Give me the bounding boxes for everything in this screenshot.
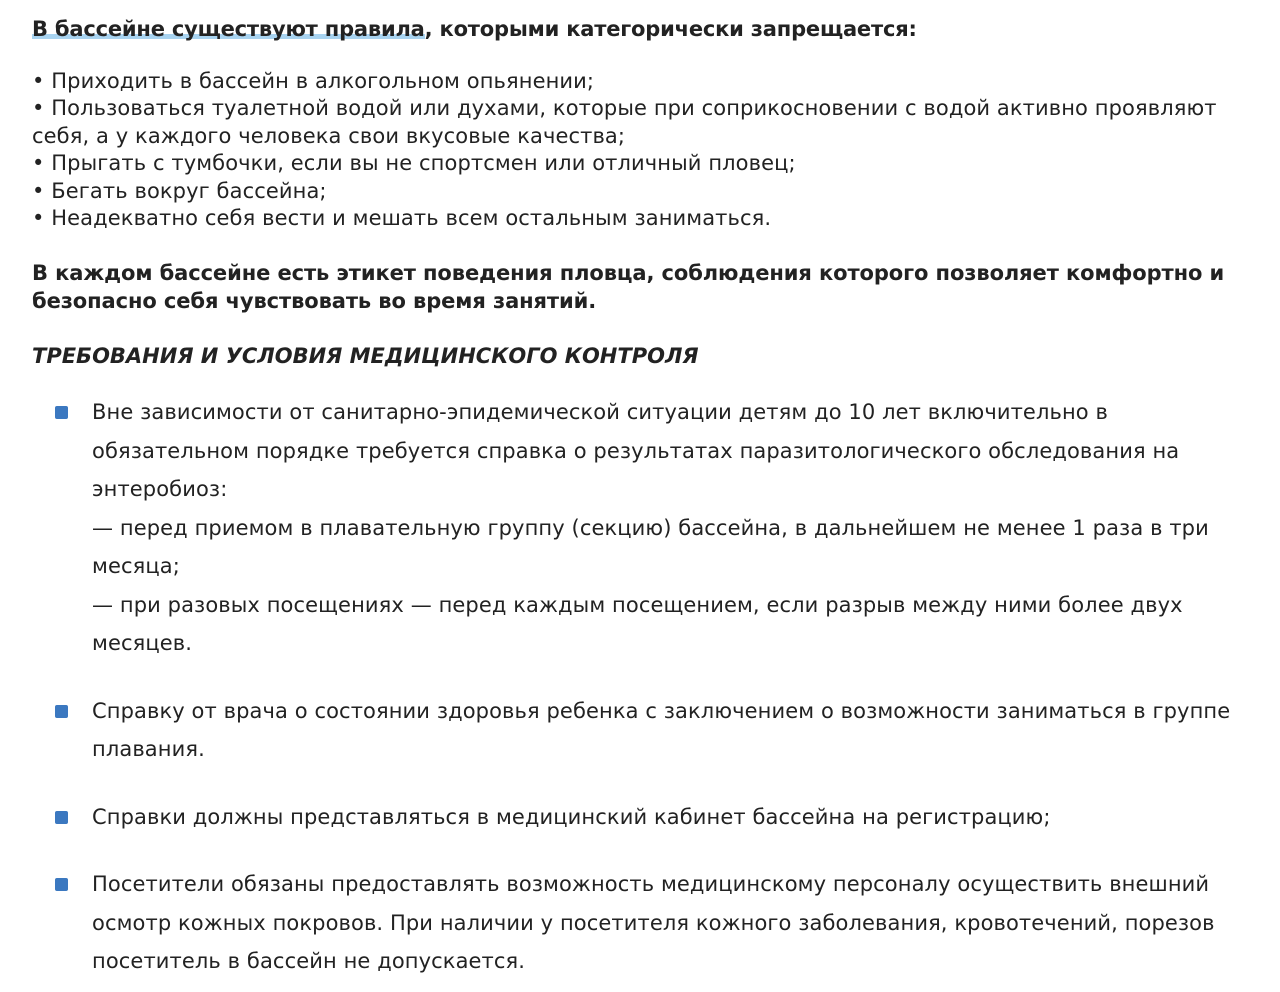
requirement-text: Справки должны представляться в медицинский кабинет бассейна на регистрацию; bbox=[92, 804, 1051, 829]
rule-item: • Приходить в бассейн в алкогольном опьянении; bbox=[32, 69, 595, 93]
square-bullet-icon bbox=[55, 406, 68, 419]
requirement-text: — при разовых посещениях — перед каждым посещением, если разрыв между ними более двух месяцев. bbox=[92, 592, 1183, 656]
article bbox=[32, 14, 1268, 981]
medical-requirement-item bbox=[32, 865, 1268, 981]
square-bullet-icon bbox=[55, 811, 68, 824]
rule-item: • Пользоваться туалетной водой или духами, которые при соприкосновении с водой активно проявляют себя, а у каждого человека свои вкусовые качества; bbox=[32, 96, 1217, 148]
requirement-text: — перед приемом в плавательную группу (секцию) бассейна, в дальнейшем не менее 1 раза в три месяца; bbox=[92, 515, 1209, 579]
prohibited-rules-list bbox=[32, 68, 1268, 232]
rules-heading-rest: , которыми категорически запрещается: bbox=[424, 17, 917, 41]
rule-item: • Бегать вокруг бассейна; bbox=[32, 178, 327, 203]
square-bullet-icon bbox=[55, 878, 68, 891]
medical-requirement-item bbox=[32, 692, 1268, 769]
requirement-text: Справку от врача о состоянии здоровья ребенка с заключением о возможности заниматься в группе плавания. bbox=[92, 698, 1231, 762]
requirement-text: Посетители обязаны предоставлять возможность медицинскому персоналу осуществить внешний осмотр кожных покровов. При наличии у посетителя кожного заболевания, кровотечений, порезов посетитель в бассейн не допускается. bbox=[92, 872, 1215, 974]
medical-requirement-item bbox=[32, 393, 1268, 663]
rules-heading-highlight: В бассейне существуют правила bbox=[32, 17, 425, 41]
rule-item: • Прыгать с тумбочки, если вы не спортсмен или отличный пловец; bbox=[32, 151, 796, 176]
requirement-text: Вне зависимости от санитарно-эпидемической ситуации детям до 10 лет включительно в обязательном порядке требуется справка о результатах паразитологического обследования на энтеробиоз: bbox=[92, 400, 1180, 502]
rule-item: • Неадекватно себя вести и мешать всем остальным заниматься. bbox=[32, 206, 772, 231]
rules-heading bbox=[32, 14, 1268, 44]
medical-requirement-item bbox=[32, 798, 1268, 837]
medical-requirements-list bbox=[32, 393, 1268, 981]
etiquette-note: В каждом бассейне есть этикет поведения пловца, соблюдения которого позволяет комфортно и безопасно себя чувствовать во время занятий. bbox=[32, 261, 1225, 314]
square-bullet-icon bbox=[55, 705, 68, 718]
medical-control-heading: ТРЕБОВАНИЯ И УСЛОВИЯ МЕДИЦИНСКОГО КОНТРОЛЯ bbox=[32, 344, 699, 369]
